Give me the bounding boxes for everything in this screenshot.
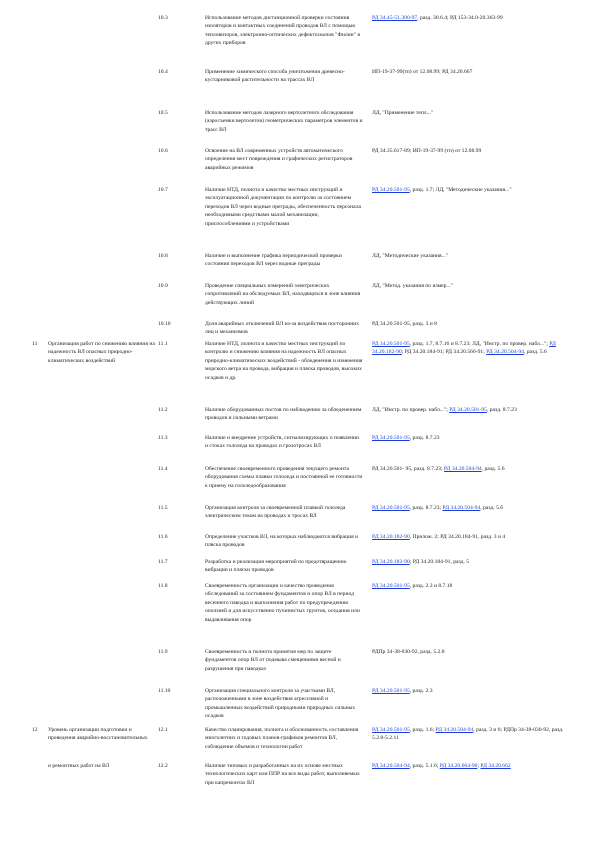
item-description: Обеспечение своевременного проведения текущего ремонта оборудования схемы плавки гололеда и постоянной ее готовности к приему на гололедообразования <box>205 466 363 489</box>
reference-text: ; РД 34.20.184-91; <box>401 349 445 356</box>
item-number: 10.4 <box>158 69 168 75</box>
document-link[interactable]: РД 34.20.501-95 <box>372 727 410 733</box>
regulation-reference <box>372 406 572 414</box>
reference-text: ЛД, "Применение тепл..." <box>372 110 434 116</box>
item-description: Наличие и выполнение графика периодической проверки состояния переходов ВЛ через водные преграды <box>205 253 342 268</box>
regulation-reference <box>372 533 572 541</box>
item-number: 10.5 <box>158 110 168 116</box>
item-number: 10.10 <box>158 321 171 327</box>
reference-text: , разд. 8.7.23 <box>409 435 440 441</box>
reference-text: , разд. 5.6 <box>480 505 504 511</box>
item-description: Проведение специальных измерений электрических сопротивлений на обследуемых ВЛ, находящихся в зоне влияния действующих линий <box>205 283 361 306</box>
item-description: Доля аварийных отключений ВЛ из-за воздействия посторонних лиц и механизмов <box>205 321 360 336</box>
regulation-reference <box>372 68 572 76</box>
item-description: Организация специального контроля за участками ВЛ, расположенными в зоне воздействия агрессивной и промышленных воздействий природными природных сильных осадков <box>205 688 356 720</box>
document-link[interactable]: РД 34.20.501-95 <box>372 435 410 441</box>
reference-text: ; <box>477 763 481 769</box>
reference-text: , разд. 5.6 <box>481 466 505 472</box>
item-number: 11.7 <box>158 559 168 565</box>
reference-text: РДПр 34-38-030-92, разд. 5.2.8 <box>372 649 445 655</box>
regulation-reference <box>372 648 572 656</box>
item-description: Определение участков ВЛ, на которых наблюдаются вибрация и пляска проводов <box>205 534 359 549</box>
reference-text: ИП-19-37-99(тп) от 12.08.99; <box>372 69 441 75</box>
item-number: 12.2 <box>158 763 168 769</box>
document-link[interactable]: РД 34.20.504-94 <box>486 349 524 356</box>
item-description: Использование методов лазерного вертолетного обследования (аэросъемки вертолетов) геометрических параметров элементов и трасс ВЛ <box>205 110 363 133</box>
regulation-reference <box>372 14 572 22</box>
regulation-reference <box>372 558 572 566</box>
reference-text: РД 34.20.566-91; <box>444 349 487 356</box>
reference-text: , разд. 1.7, 8.7.16 и 8.7.23; ЛД, "Инстр. по провер. набл..."; <box>409 341 550 347</box>
reference-text: ИП-19-37-99 (тп) от 12.08.99 <box>411 148 482 154</box>
item-description: Наличие и внедрение устройств, сигнализирующих о появлении и стоках гололеда на проводах и грозотросах ВЛ <box>205 435 359 450</box>
regulation-reference <box>372 282 572 290</box>
reference-text: ЛД, "Методические указания..." <box>434 187 512 193</box>
regulation-reference <box>372 147 572 155</box>
regulation-reference <box>372 252 572 260</box>
section-title: и ремонтных работ на ВЛ <box>48 763 110 769</box>
item-number: 11.10 <box>158 688 171 694</box>
item-description: Качество планирования, полнота и обоснованность составления многолетних и годовых планов-графиков ремонтов ВЛ, соблюдение объемов и технологии работ <box>205 727 359 750</box>
document-link[interactable]: РД 34.20.662 <box>480 763 511 769</box>
document-link[interactable]: РД 34.20.501-95 <box>372 583 410 589</box>
regulation-reference <box>372 109 572 117</box>
reference-text: , разд. 2.3 и 8.7.18 <box>409 583 453 589</box>
item-description: Наличие типовых и разработанных на их основе местных технологических карт или ППР на все виды работ, выполняемых при капремонтах ВЛ <box>205 763 360 786</box>
reference-text: РД 34.35.617-89; <box>372 148 412 154</box>
reference-text: , разд. 8.7.23; <box>409 505 443 511</box>
section-title: Организация работ по снижению влияния на надежность ВЛ опасных природно-климатических воздействий <box>48 341 155 364</box>
item-description: Наличие НТД, полнота и качество местных инструкций по контролю и снижению влияния на надежность ВЛ опасных природно-климатических воздействий - обледенения и изменения морского ветра на провода, вибрация и пляска проводов, высоких осадков и др. <box>205 341 363 381</box>
document-link[interactable]: РД 34.20.182-90 <box>372 559 410 565</box>
item-number: 10.8 <box>158 253 168 259</box>
reference-text: РД 153-34.0-20.363-99 <box>448 15 503 21</box>
item-description: Применение химического способа уничтожения древесно-кустарниковой растительности на трассах ВЛ <box>205 69 345 84</box>
reference-text: , разд. 30.6.4; <box>417 15 449 21</box>
document-link[interactable]: РД 34.20.182-90 <box>372 534 410 540</box>
item-description: Наличие оборудованных постов по наблюдению за обледенением проводов и сильными ветрами <box>205 407 362 422</box>
reference-text: ; РД 34.20.184-91, разд. 5 <box>409 559 470 565</box>
reference-text: ЛД, "Методические указания..." <box>372 253 449 259</box>
item-description: Разработка и реализация мероприятий по предотвращению вибрации и пляски проводов <box>205 559 347 574</box>
item-description: Организация контроля за своевременной плавкой гололеда электрическим током на проводах и тросах ВЛ <box>205 505 346 520</box>
document-link[interactable]: РД 34.20.664-90 <box>439 763 478 769</box>
regulation-reference <box>372 582 572 590</box>
item-number: 11.1 <box>158 341 168 347</box>
item-number: 12.1 <box>158 727 168 733</box>
document-link[interactable]: РД 34.20.501-95 <box>372 187 410 193</box>
regulation-reference <box>372 340 572 357</box>
reference-text: ЛД, "Метод. указания по измер..." <box>372 283 453 289</box>
item-number: 10.7 <box>158 187 168 193</box>
reference-text: , разд. 8.7.23 <box>486 407 517 413</box>
item-number: 11.6 <box>158 534 168 540</box>
section-number: 12 <box>32 727 38 733</box>
section-title: Уровень организации подготовки и проведения аварийно-восстановительных <box>48 727 148 742</box>
item-number: 11.8 <box>158 583 168 589</box>
item-number: 10.6 <box>158 148 168 154</box>
item-description: Своевременность организации и качество проведения обследований за состоянием фундаментов и опор ВЛ в период весеннего паводка и выполнения работ по предупреждению оползней и для искусственно пучинистых грунтов, оседания или выдавливания опор <box>205 583 360 623</box>
document-link[interactable]: РД 34.20.504-94 <box>435 727 474 733</box>
regulation-reference <box>372 726 572 743</box>
item-number: 11.5 <box>158 505 168 511</box>
item-number: 11.3 <box>158 435 168 441</box>
document-link[interactable]: РД 34.20.501-95 <box>372 505 410 511</box>
item-description: Своевременность и полнота принятия мер по защите фундаментов опор ВЛ от подмыва смещениями весной и разрушения при паводках <box>205 649 341 672</box>
document-link[interactable]: РД 34.20.501-95 <box>449 407 487 413</box>
reference-text: РД 34.20.501- 95, разд. 8.7.23; <box>372 466 443 472</box>
item-number: 10.9 <box>158 283 168 289</box>
reference-text: , разд. 2.3 <box>409 688 433 694</box>
item-number: 11.9 <box>158 649 168 655</box>
document-link[interactable]: РД 34.20.501-95 <box>372 341 410 347</box>
reference-text: РД 34.20.667 <box>440 69 473 75</box>
reference-text: , разд. 1.7; <box>409 187 435 193</box>
regulation-reference <box>372 687 572 695</box>
regulation-reference <box>372 762 572 770</box>
reference-text: , разд. 1.6; <box>409 727 436 733</box>
reference-text: , Прилож. 2; РД 34.20.184-91, разд. 3 и 4 <box>409 534 506 540</box>
document-link[interactable]: РД 34.45-51.300-97 <box>372 15 418 21</box>
reference-text: ЛД, "Инстр. по провер. набл..."; <box>372 407 448 413</box>
item-description: Использование методов дистанционной проверки состояния изоляторов и контактных соединений проводов ВЛ с помощью тепловизоров, электронно-оптических дефектоскопов "Филин" и других приборов <box>205 15 361 47</box>
item-number: 11.4 <box>158 466 168 472</box>
document-link[interactable]: РД 34.20.504-94 <box>443 466 482 472</box>
item-number: 11.2 <box>158 407 168 413</box>
regulation-reference <box>372 504 572 512</box>
item-description: Освоение на ВЛ современных устройств автоматического определения мест повреждения и графических регистраторов аварийных режимов <box>205 148 353 171</box>
document-link[interactable]: РД 34.20.504-94 <box>442 505 481 511</box>
document-link[interactable]: РД 34.20.504-94 <box>372 763 410 769</box>
document-link[interactable]: РД 34.20.182-90 <box>372 341 556 356</box>
regulation-reference <box>372 186 572 194</box>
reference-text: , разд. 5.1.6; <box>409 763 440 769</box>
regulation-reference <box>372 434 572 442</box>
section-number: 11 <box>32 341 38 347</box>
regulation-reference <box>372 320 572 328</box>
reference-text: , разд. 3 и 6; РДПр 34-38-030-92, разд. 5.2.8-5.2.11 <box>372 727 564 742</box>
reference-text: , разд. 5.6 <box>523 349 547 356</box>
document-link[interactable]: РД 34.20.501-95 <box>372 688 410 694</box>
regulation-reference <box>372 465 572 473</box>
item-description: Наличие НТД, полнота и качество местных инструкций и эксплуатационной документации по контролю за состоянием переходов ВЛ через водные преграды, обеспеченность персонала необходимыми средствами малой механизации, приспособлениями и устройствами <box>205 187 361 227</box>
item-number: 10.3 <box>158 15 168 21</box>
reference-text: РД 34.20.501-95, разд. 3 и 8 <box>372 321 437 327</box>
